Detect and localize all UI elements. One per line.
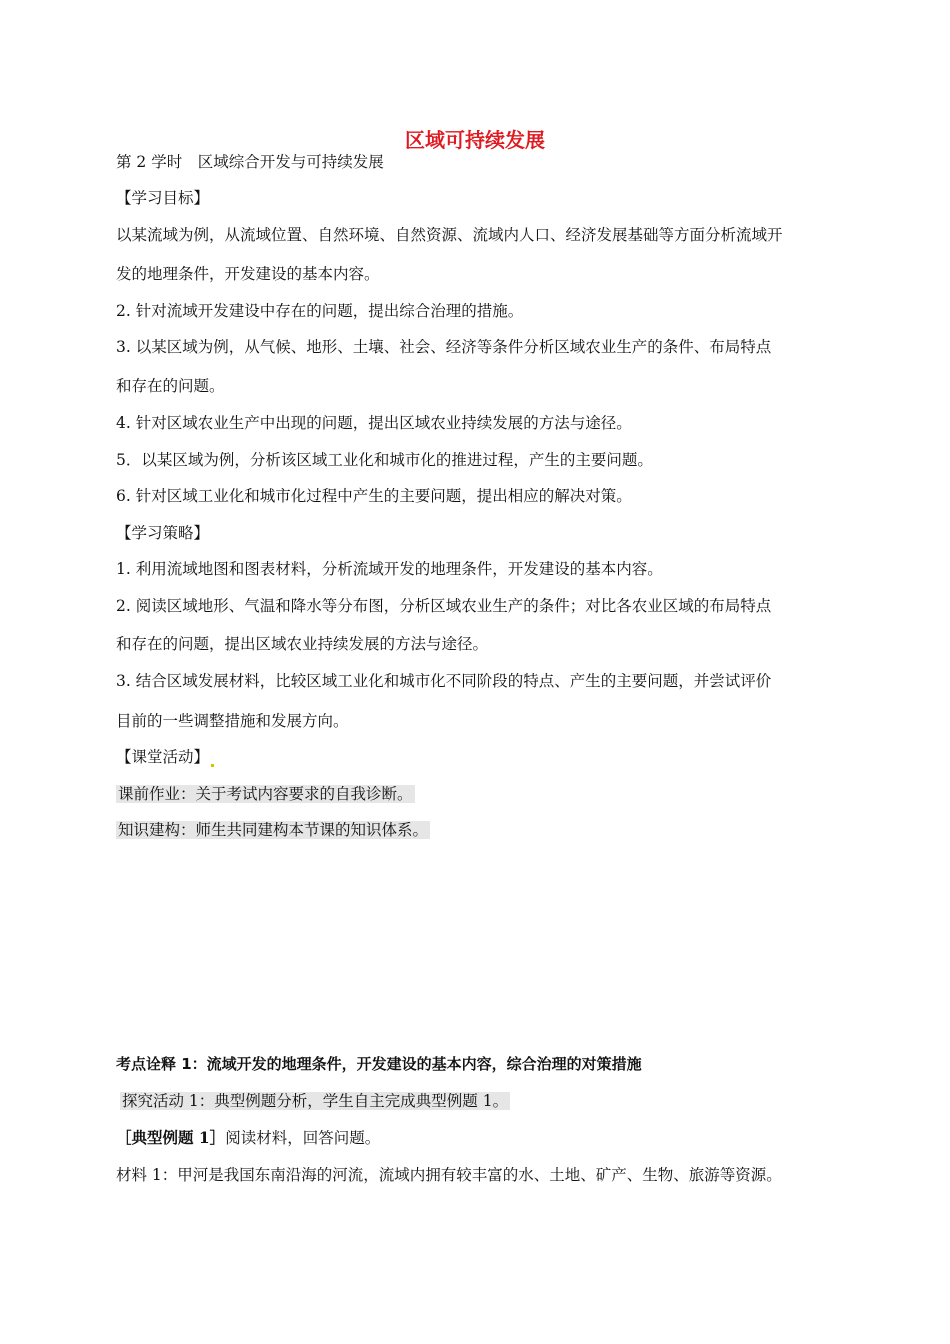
material-line: 材料 1：甲河是我国东南沿海的河流，流域内拥有较丰富的水、土地、矿产、生物、旅游等资源。: [116, 1166, 782, 1184]
activity-line: [116, 820, 430, 840]
pre-class-task: 课前作业：关于考试内容要求的自我诊断。: [118, 785, 413, 803]
strategy-line: 3. 结合区域发展材料，比较区域工业化和城市化不同阶段的特点、产生的主要问题，并尝试评价: [116, 672, 772, 690]
strategy-line: 1. 利用流域地图和图表材料，分析流域开发的地理条件，开发建设的基本内容。: [116, 560, 663, 578]
knowledge-building: 知识建构：师生共同建构本节课的知识体系。: [118, 821, 429, 839]
strategy-header: 【学习策略】: [116, 524, 210, 542]
example-label: ［典型例题 1］: [116, 1128, 226, 1147]
highlight-mark: [211, 764, 214, 767]
goal-line: 以某流域为例，从流域位置、自然环境、自然资源、流域内人口、经济发展基础等方面分析流域开: [116, 226, 783, 244]
strategy-line: 目前的一些调整措施和发展方向。: [116, 712, 349, 730]
lesson-subtitle: 第 2 学时 区域综合开发与可持续发展: [116, 153, 384, 171]
explore-activity: 探究活动 1：典型例题分析，学生自主完成典型例题 1。: [122, 1092, 509, 1110]
explore-line: [120, 1091, 510, 1111]
page-title: 区域可持续发展: [405, 128, 545, 152]
exam-point-heading: 考点诠释 1：流域开发的地理条件，开发建设的基本内容，综合治理的对策措施: [116, 1055, 642, 1073]
strategy-line: 2. 阅读区域地形、气温和降水等分布图，分析区域农业生产的条件；对比各农业区域的布局特点: [116, 597, 772, 615]
goal-line: 5．以某区域为例，分析该区域工业化和城市化的推进过程，产生的主要问题。: [116, 451, 653, 469]
goal-line: 6. 针对区域工业化和城市化过程中产生的主要问题，提出相应的解决对策。: [116, 487, 632, 505]
strategy-line: 和存在的问题，提出区域农业持续发展的方法与途径。: [116, 635, 489, 653]
goal-line: 3. 以某区域为例，从气候、地形、土壤、社会、经济等条件分析区域农业生产的条件、布局特点: [116, 338, 772, 356]
activity-line: [116, 784, 415, 804]
activity-header: 【课堂活动】: [116, 748, 210, 766]
example-text: 阅读材料，回答问题。: [225, 1129, 381, 1147]
goal-line: 2. 针对流域开发建设中存在的问题，提出综合治理的措施。: [116, 302, 524, 320]
goal-line: 发的地理条件，开发建设的基本内容。: [116, 265, 380, 283]
activity-header-row: [116, 747, 214, 767]
example-line: [116, 1128, 380, 1148]
goal-line: 4. 针对区域农业生产中出现的问题，提出区域农业持续发展的方法与途径。: [116, 414, 632, 432]
goal-line: 和存在的问题。: [116, 377, 225, 395]
goals-header: 【学习目标】: [116, 189, 210, 207]
